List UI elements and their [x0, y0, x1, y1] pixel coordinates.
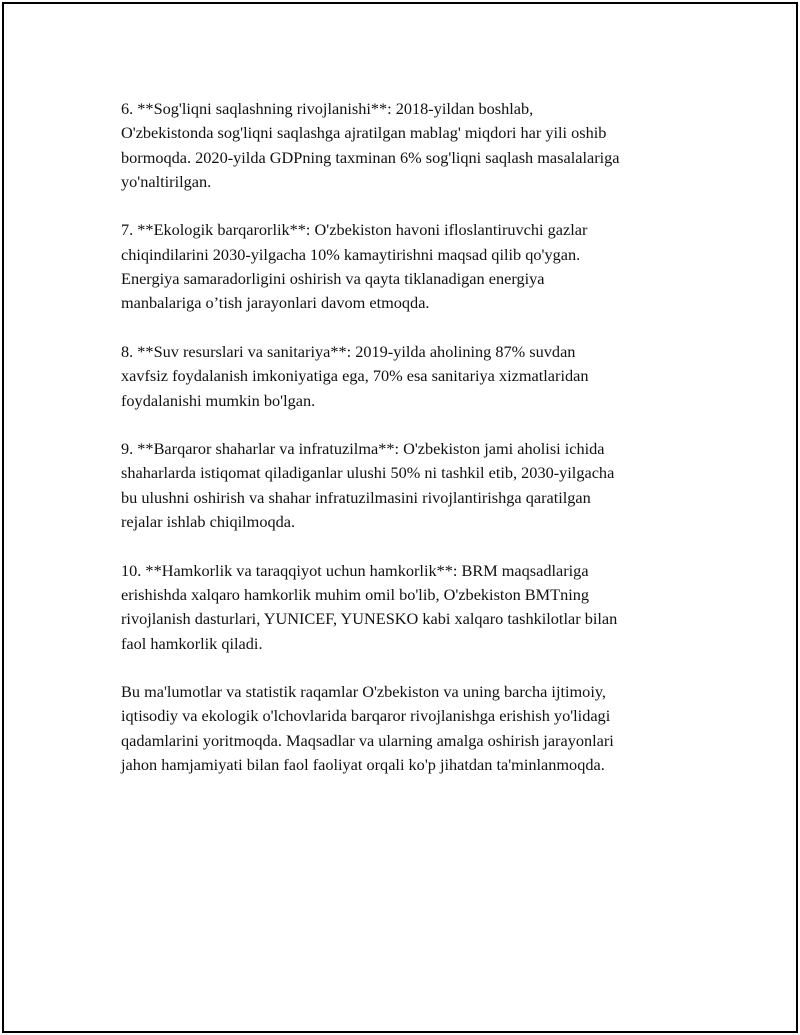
paragraph-conclusion: Bu ma'lumotlar va statistik raqamlar O'zbekiston va uning barcha ijtimoiy, iqtisodiy va ekologik o'lchovlarida barqaror rivojlanishga erishish yo'lidagi qadamlarini yoritmoqda. Maqsadlar va ularning amalga oshirish jarayonlari jahon hamjamiyati bilan faol faoliyat orqali ko'p jihatdan ta'minlanmoqda. [121, 682, 614, 775]
document-body [121, 97, 701, 802]
paragraph-ecological-sustainability: 7. **Ekologik barqarorlik**: O'zbekiston havoni ifloslantiruvchi gazlar chiqindilarini 2030-yilgacha 10% kamaytirishni maqsad qilib qo'ygan. Energiya samaradorligini oshirish va qayta tiklanadigan energiya manbalariga o’tish jarayonlari davom etmoqda. [121, 220, 588, 313]
paragraph-water-sanitation: 8. **Suv resurslari va sanitariya**: 2019-yilda aholining 87% suvdan xavfsiz foydalanish imkoniyatiga ega, 70% esa sanitariya xizmatlaridan foydalanishi mumkin bo'lgan. [121, 341, 589, 410]
paragraph-partnership: 10. **Hamkorlik va taraqqiyot uchun hamkorlik**: BRM maqsadlariga erishishda xalqaro hamkorlik muhim omil bo'lib, O'zbekiston BMTning rivojlanish dasturlari, YUNICEF, YUNESKO kabi xalqaro tashkilotlar bilan faol hamkorlik qiladi. [121, 560, 618, 653]
page-frame [2, 2, 798, 1033]
paragraph-sustainable-cities: 9. **Barqaror shaharlar va infratuzilma**: O'zbekiston jami aholisi ichida shaharlarda istiqomat qiladiganlar ulushi 50% ni tashkil etib, 2030-yilgacha bu ulushni oshirish va shahar infratuzilmasini rivojlantirishga qaratilgan rejalar ishlab chiqilmoqda. [121, 439, 615, 532]
paragraph-healthcare: 6. **Sog'liqni saqlashning rivojlanishi**: 2018-yildan boshlab, O'zbekistonda sog'liqni saqlashga ajratilgan mablag' miqdori har yili oshib bormoqda. 2020-yilda GDPning taxminan 6% sog'liqni saqlash masalalariga yo'naltirilgan. [121, 99, 620, 191]
